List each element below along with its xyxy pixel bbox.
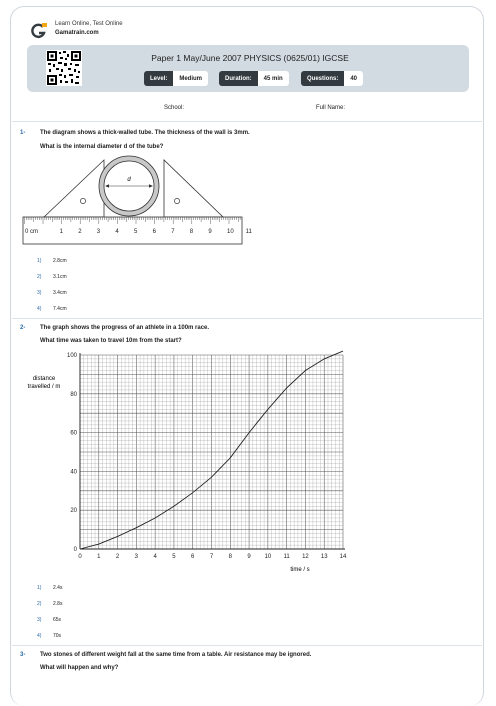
x-tick-label: 3 [134,554,139,560]
option-number: 4) [37,306,42,312]
questions-value: 40 [344,71,363,86]
y-tick-label: 80 [70,391,77,398]
question-number: 1- [20,130,26,136]
option-text[interactable]: 3.4cm [53,290,67,296]
ruler-label: 11 [245,229,252,235]
x-tick-label: 11 [283,554,290,560]
brand-tagline: Learn Online, Test Online [55,21,123,27]
option-number: 1) [37,585,42,591]
y-axis-label-line2: travelled / m [27,384,61,390]
x-tick-label: 10 [264,554,272,560]
x-tick-label: 6 [191,554,195,560]
option-text[interactable]: 2.4s [53,585,63,591]
level-value: Medium [173,71,208,86]
questions-label: Questions: [301,71,344,86]
ruler-label: 9 [208,229,212,235]
y-tick-label: 40 [70,469,77,476]
ruler-label: 0 cm [25,229,39,235]
ruler-label: 1 [59,229,63,235]
question-text: The diagram shows a thick-walled tube. The thickness of the wall is 3mm. [40,130,250,136]
question-text: Two stones of different weight fall at the same time from a table. Air resistance may be ignored. [40,652,312,658]
x-axis-label: time / s [290,567,310,573]
question-number: 2- [20,325,26,331]
option-number: 1) [37,258,42,264]
option-number: 4) [37,633,42,639]
ruler-label: 3 [96,229,101,235]
x-tick-label: 14 [339,554,347,560]
brand-site[interactable]: Gamatrain.com [55,30,99,36]
x-tick-label: 5 [172,554,176,560]
y-tick-label: 0 [73,547,77,553]
option-text[interactable]: 2.8s [53,601,63,607]
ruler-label: 6 [152,229,156,235]
x-tick-label: 12 [302,554,309,560]
y-tick-label: 60 [70,430,77,437]
question-text: The graph shows the progress of an athlete in a 100m race. [40,325,210,331]
school-field-label: School: [164,105,185,111]
x-tick-label: 2 [115,554,120,560]
option-number: 2) [37,601,42,607]
question-number: 3- [20,652,26,658]
diameter-label: d [127,177,131,183]
x-tick-label: 13 [320,554,328,560]
fullname-field-label: Full Name: [316,105,346,111]
question-text: What is the internal diameter d of the tube? [40,144,164,150]
ruler-label: 7 [171,229,175,235]
ruler-label: 5 [134,229,138,235]
option-number: 3) [37,290,42,296]
question-text: What will happen and why? [40,665,119,671]
question-text: What time was taken to travel 10m from the start? [40,338,182,344]
y-tick-label: 100 [66,353,77,359]
option-text[interactable]: 65s [53,617,62,623]
duration-value: 45 min [258,71,289,86]
x-tick-label: 8 [228,554,232,560]
option-text[interactable]: 7.4cm [53,306,67,312]
ruler-label: 8 [189,229,194,235]
level-label: Level: [144,71,173,86]
x-tick-label: 9 [247,554,251,560]
duration-label: Duration: [219,71,258,86]
option-text[interactable]: 3.1cm [53,274,67,280]
ruler-label: 2 [78,229,82,235]
x-tick-label: 7 [209,554,214,560]
x-tick-label: 1 [97,554,101,560]
x-tick-label: 4 [153,554,157,560]
option-number: 2) [37,274,42,280]
y-tick-label: 20 [70,508,77,515]
option-text[interactable]: 2.8cm [53,258,67,264]
x-tick-label: 0 [78,554,82,560]
option-number: 3) [37,617,42,623]
ruler-label: 10 [227,229,234,235]
divider [12,645,482,646]
paper-title: Paper 1 May/June 2007 PHYSICS (0625/01) IGCSE [151,53,349,63]
y-axis-label-line1: distance [32,376,56,382]
ruler-label: 4 [115,229,119,235]
option-text[interactable]: 70s [53,633,62,639]
